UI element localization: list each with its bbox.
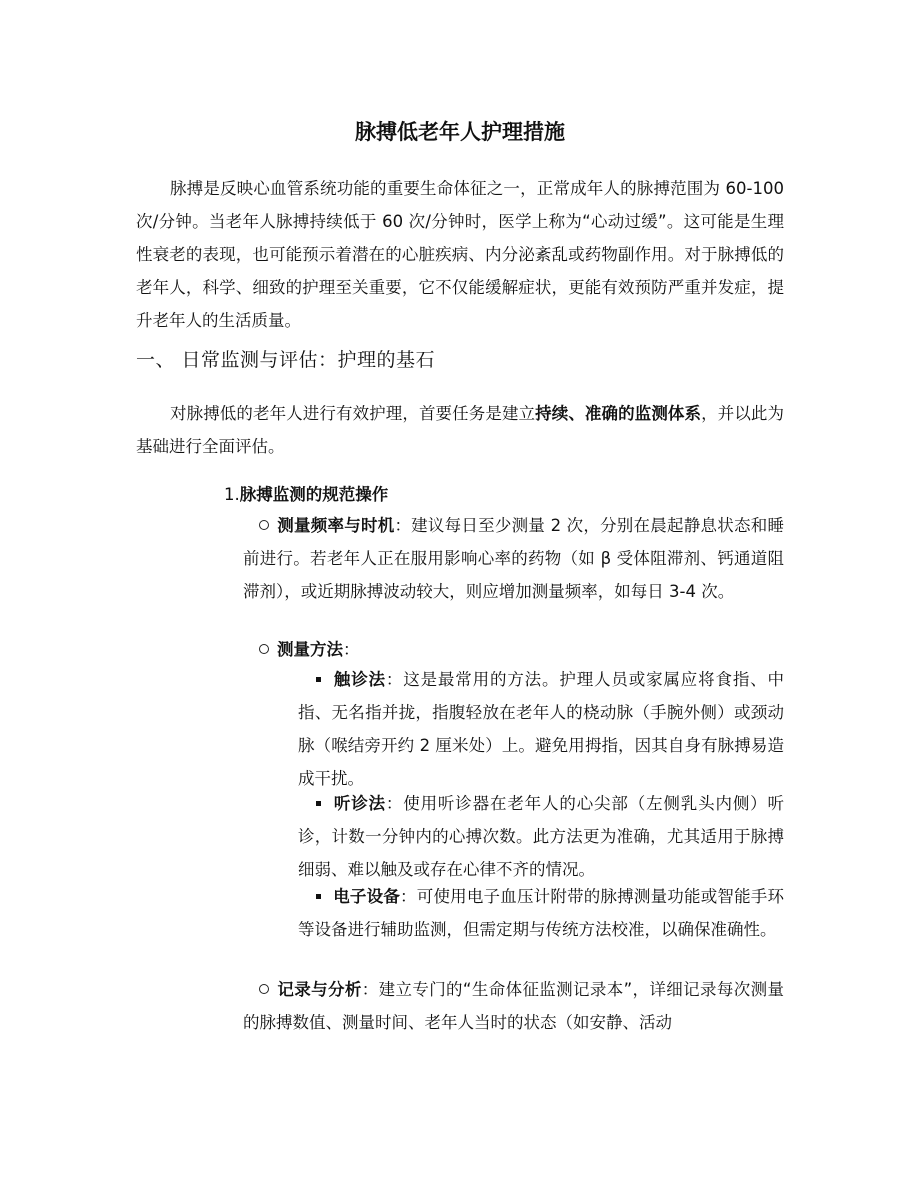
square-bullet-icon <box>316 677 321 682</box>
method-item-auscultation <box>298 787 784 886</box>
hollow-circle-bullet-icon <box>259 984 269 994</box>
method-text: ：可使用电子血压计附带的脉搏测量功能或智能手环等设备进行辅助监测，但需定期与传统方法校准，以确保准确性。 <box>298 887 785 939</box>
section-intro-text-end: ，并以此为基础进行全面评估。 <box>136 404 785 456</box>
method-text: ：这是最常用的方法。护理人员或家属应将食指、中指、无名指并拢，指腹轻放在老年人的桡动脉（手腕外侧）或颈动脉（喉结旁开约 2 厘米处）上。避免用拇指，因其自身有脉搏易造成干扰。 <box>298 670 785 788</box>
list-item-label: 记录与分析 <box>277 980 362 999</box>
document-title: 脉搏低老年人护理措施 <box>355 120 565 144</box>
list-item-method <box>243 633 784 666</box>
method-item-palpation <box>298 663 784 795</box>
list-item-text: ： <box>343 640 360 659</box>
hollow-circle-bullet-icon <box>259 644 269 654</box>
list-item-label: 测量方法 <box>277 640 343 659</box>
method-label: 触诊法 <box>333 670 386 689</box>
list-item-label: 测量频率与时机 <box>277 516 395 535</box>
section-intro-emphasis: 持续、准确的监测体系 <box>535 404 702 423</box>
method-item-electronic <box>298 880 784 946</box>
square-bullet-icon <box>316 894 321 899</box>
list-item-frequency <box>243 509 784 608</box>
method-text: ：使用听诊器在老年人的心尖部（左侧乳头内侧）听诊，计数一分钟内的心搏次数。此方法更为准确，尤其适用于脉搏细弱、难以触及或存在心律不齐的情况。 <box>298 794 785 879</box>
list-item-record <box>243 973 784 1039</box>
section-intro-text: 对脉搏低的老年人进行有效护理，首要任务是建立 <box>170 404 536 423</box>
section-intro-paragraph <box>136 397 784 463</box>
intro-paragraph: 脉搏是反映心血管系统功能的重要生命体征之一，正常成年人的脉搏范围为 60-100 次/分钟。当老年人脉搏持续低于 60 次/分钟时，医学上称为“心动过缓”。这可能是生理性衰老的表现，也可能预示着潜在的心脏疾病、内分泌紊乱或药物副作用。对于脉搏低的老年人，科学、细致的护理至关重要，它不仅能缓解症状，更能有效预防严重并发症，提升老年人的生活质量。 <box>136 179 784 330</box>
list-item-text: ：建立专门的“生命体征监测记录本”，详细记录每次测量的脉搏数值、测量时间、老年人当时的状态（如安静、活动 <box>243 980 785 1032</box>
item-label: 脉搏监测的规范操作 <box>239 485 389 504</box>
numbered-item-heading <box>224 480 388 510</box>
item-number: 1. <box>224 485 240 504</box>
method-label: 听诊法 <box>333 794 386 813</box>
hollow-circle-bullet-icon <box>259 520 269 530</box>
square-bullet-icon <box>316 801 321 806</box>
method-label: 电子设备 <box>333 887 401 906</box>
section-heading: 一、 日常监测与评估：护理的基石 <box>136 349 436 371</box>
list-item-text: ：建议每日至少测量 2 次，分别在晨起静息状态和睡前进行。若老年人正在服用影响心率的药物（如 β 受体阻滞剂、钙通道阻滞剂），或近期脉搏波动较大，则应增加测量频率，如每日 3-4 次。 <box>243 516 784 601</box>
